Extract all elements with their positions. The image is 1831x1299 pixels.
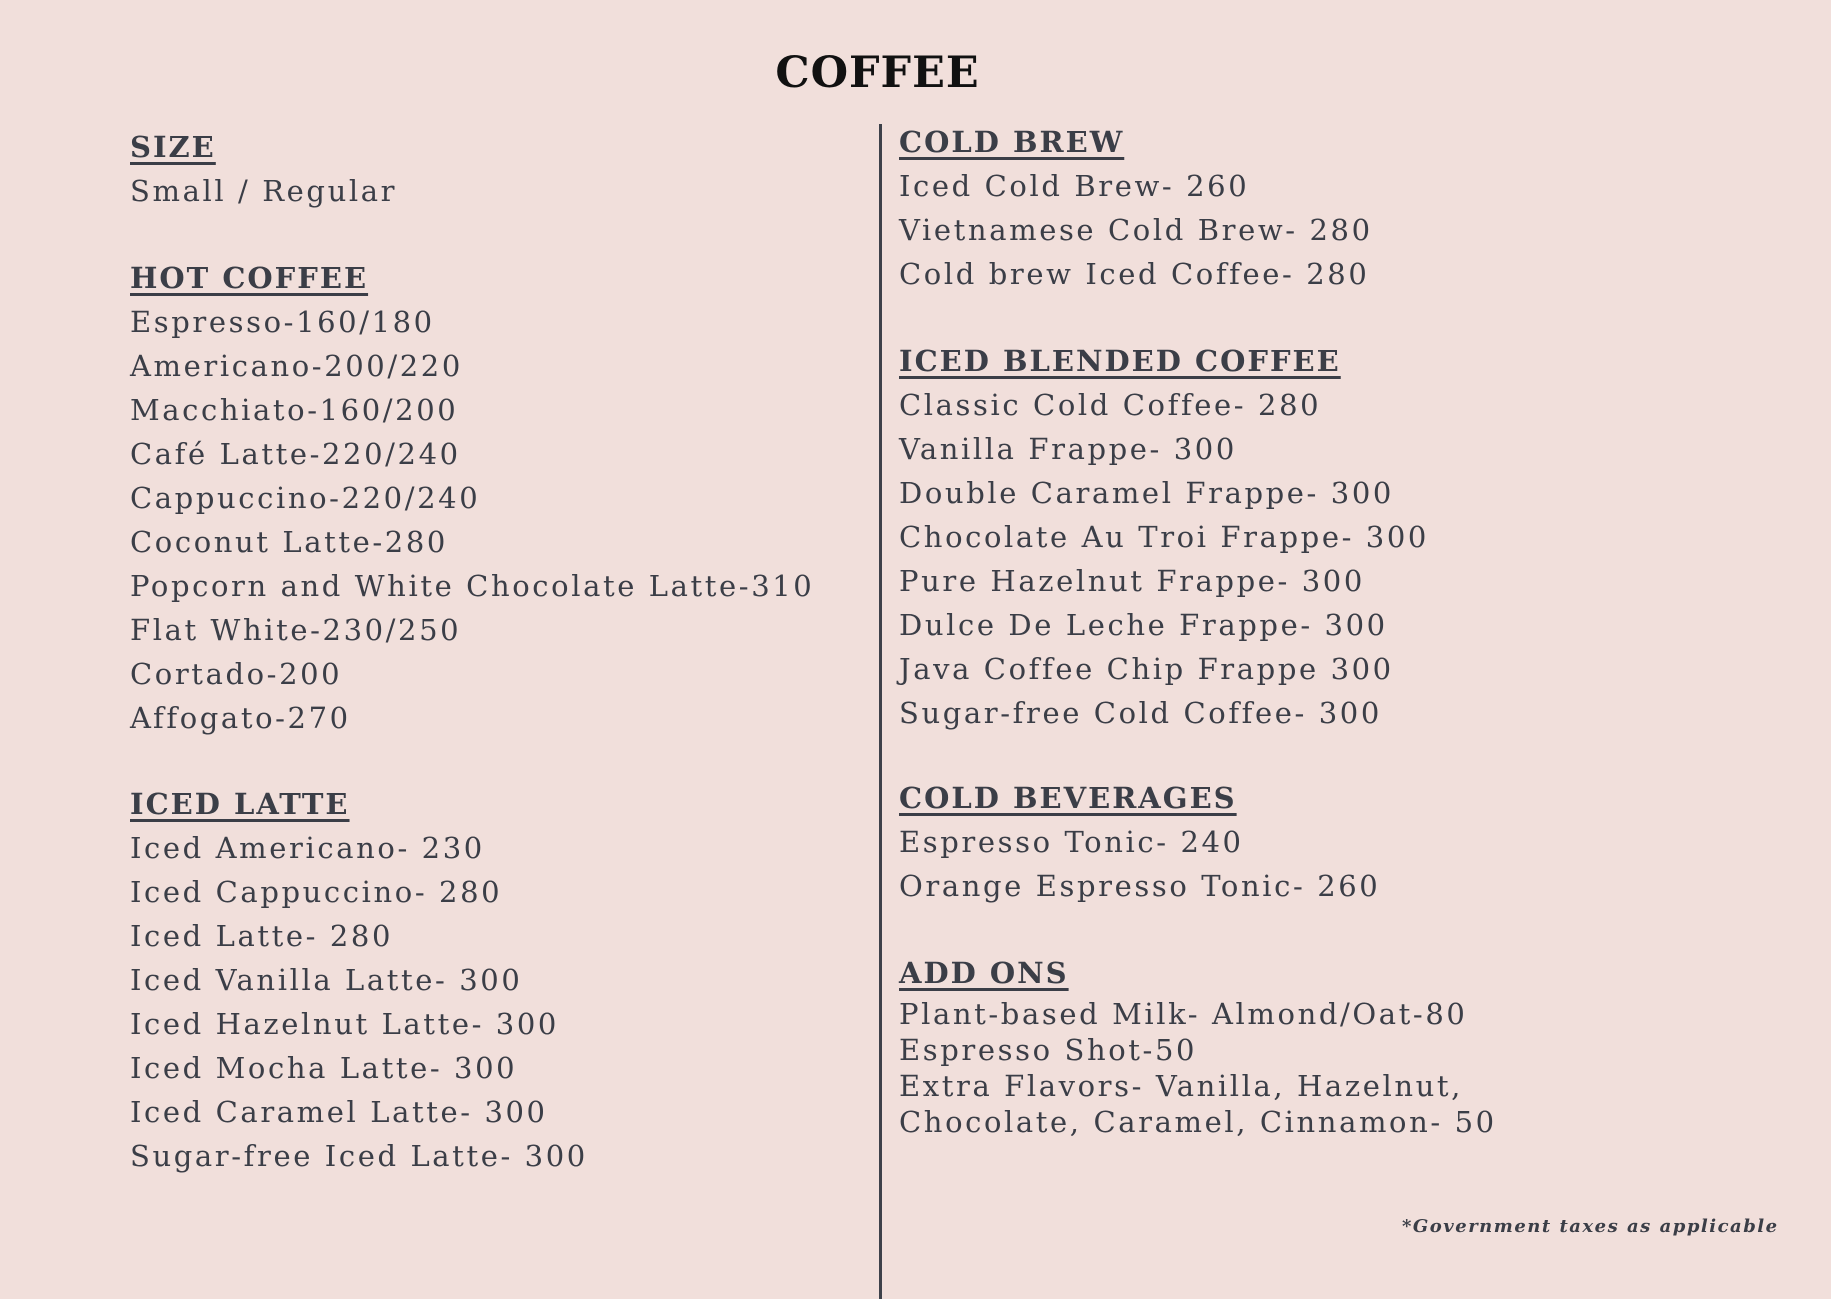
menu-item: Iced Cold Brew- 260 — [899, 169, 1250, 203]
iced-latte-heading: ICED LATTE — [130, 787, 350, 821]
menu-item: Iced Americano- 230 — [130, 831, 485, 865]
menu-item: Iced Hazelnut Latte- 300 — [130, 1007, 559, 1041]
menu-item: Cold brew Iced Coffee- 280 — [899, 257, 1370, 291]
add-ons-heading: ADD ONS — [899, 956, 1069, 990]
menu-item: Iced Latte- 280 — [130, 919, 394, 953]
menu-item: Americano-200/220 — [130, 349, 463, 383]
menu-item: Sugar-free Cold Coffee- 300 — [899, 696, 1382, 730]
size-section — [130, 125, 397, 213]
menu-title: COFFEE — [775, 48, 980, 98]
iced-blended-section — [899, 339, 1429, 735]
cold-beverages-heading: COLD BEVERAGES — [899, 781, 1237, 815]
menu-item: Chocolate Au Troi Frappe- 300 — [899, 520, 1429, 554]
menu-item: Cortado-200 — [130, 657, 343, 691]
menu-item: Coconut Latte-280 — [130, 525, 448, 559]
menu-item: Sugar-free Iced Latte- 300 — [130, 1139, 588, 1173]
menu-item: Espresso Tonic- 240 — [899, 825, 1244, 859]
menu-item: Vietnamese Cold Brew- 280 — [899, 213, 1373, 247]
size-heading: SIZE — [130, 130, 216, 164]
menu-item: Orange Espresso Tonic- 260 — [899, 869, 1381, 903]
cold-brew-section — [899, 120, 1373, 296]
menu-item: Flat White-230/250 — [130, 613, 462, 647]
add-ons-section — [899, 950, 1497, 1140]
menu-item: Iced Cappuccino- 280 — [130, 875, 503, 909]
menu-item: Iced Mocha Latte- 300 — [130, 1051, 518, 1085]
menu-item: Espresso-160/180 — [130, 305, 435, 339]
menu-item: Extra Flavors- Vanilla, Hazelnut, — [899, 1069, 1463, 1103]
cold-beverages-section — [899, 776, 1380, 908]
menu-item: Café Latte-220/240 — [130, 437, 461, 471]
menu-item: Iced Vanilla Latte- 300 — [130, 963, 523, 997]
menu-item: Espresso Shot-50 — [899, 1033, 1198, 1067]
menu-item: Dulce De Leche Frappe- 300 — [899, 608, 1388, 642]
menu-item: Cappuccino-220/240 — [130, 481, 481, 515]
menu-item: Iced Caramel Latte- 300 — [130, 1095, 548, 1129]
hot-coffee-section — [130, 256, 814, 740]
menu-item: Vanilla Frappe- 300 — [899, 432, 1237, 466]
menu-item: Double Caramel Frappe- 300 — [899, 476, 1394, 510]
menu-item: Chocolate, Caramel, Cinnamon- 50 — [899, 1105, 1497, 1139]
menu-item: Macchiato-160/200 — [130, 393, 459, 427]
tax-note: *Government taxes as applicable — [1402, 1216, 1779, 1237]
iced-blended-heading: ICED BLENDED COFFEE — [899, 344, 1341, 378]
menu-item: Classic Cold Coffee- 280 — [899, 388, 1322, 422]
menu-item: Plant-based Milk- Almond/Oat-80 — [899, 997, 1468, 1031]
column-divider — [879, 124, 882, 1299]
cold-brew-heading: COLD BREW — [899, 125, 1125, 159]
menu-item: Java Coffee Chip Frappe 300 — [899, 652, 1394, 686]
hot-coffee-heading: HOT COFFEE — [130, 261, 369, 295]
menu-item: Affogato-270 — [130, 701, 351, 735]
menu-item: Pure Hazelnut Frappe- 300 — [899, 564, 1365, 598]
iced-latte-section — [130, 782, 588, 1178]
size-value: Small / Regular — [130, 174, 398, 208]
menu-item: Popcorn and White Chocolate Latte-310 — [130, 569, 815, 603]
